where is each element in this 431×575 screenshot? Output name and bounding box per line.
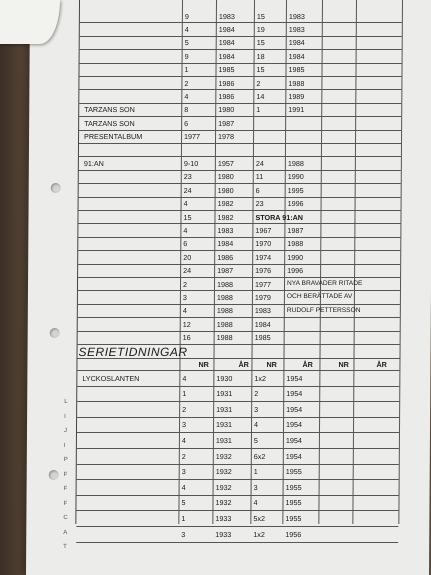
column-header-row [77,359,399,371]
row-value-c: 6x2 [253,451,266,461]
row-title [80,291,83,303]
table-row [79,144,401,157]
collection-table [75,0,403,539]
row-value-a [181,144,184,156]
row-value-c: 18 [256,51,265,61]
table-row [78,291,400,304]
row-value-b: 1980 [217,172,234,182]
row-value-d: 1955 [285,498,302,508]
row-value-c: 15 [256,38,265,48]
row-value-c: 1974 [255,252,272,262]
table-row [76,511,398,527]
table-row [79,90,401,103]
row-value-d: 1955 [285,514,302,524]
row-value-c: 1x2 [253,529,265,539]
side-letter: F [63,500,68,507]
row-value-d: 1988 [288,78,305,88]
row-value-b [215,144,218,156]
row-value-b: 1931 [216,389,233,399]
row-value-c: 1970 [255,239,272,249]
row-value-c: 1984 [254,319,271,329]
row-value-b: 1931 [215,436,232,446]
row-value-a: 2 [182,404,187,414]
table-row [77,387,399,403]
side-letter: F [63,486,68,492]
row-value-d [284,332,287,344]
section-title-row [78,345,400,359]
row-value-b: 1930 [216,373,233,383]
side-letter: F [63,471,68,478]
row-value-b: 1980 [218,105,235,115]
row-value-d: 1991 [288,105,305,115]
row-value-a: 6 [183,239,188,249]
row-title [81,198,84,210]
row-value-b: 1932 [215,498,232,508]
row-value-d: 1954 [286,420,303,430]
row-title [82,37,85,49]
row-value-b: 1984 [218,24,235,34]
row-value-c: 1 [253,467,258,477]
row-value-d: 1988 [287,158,304,168]
row-value-c: STORA 91:AN [255,212,304,222]
row-value-a: 4 [182,373,187,383]
row-title: TARZANS SON [84,105,135,115]
table-row [77,480,399,496]
row-value-a: 1977 [184,132,201,142]
row-value-b: 1988 [216,306,233,316]
row-value-b: 1986 [218,91,235,101]
side-letter: P [63,457,68,463]
row-value-c: 4 [253,498,258,508]
row-title [82,23,85,35]
row-value-c: 19 [256,24,265,34]
table-row [79,117,401,130]
table-row [77,433,399,449]
row-title [80,224,83,236]
row-value-a: 1 [182,389,187,399]
row-title [82,10,85,22]
row-value-a: 1 [181,514,186,524]
row-value-d: 1987 [287,225,304,235]
row-value-c: 1983 [254,306,271,316]
row-title [82,50,85,62]
row-value-d: 1995 [287,185,304,195]
row-value-d: 1954 [286,389,303,399]
side-letter: I [64,413,66,420]
table-row [78,318,400,331]
row-value-c: 2 [254,389,259,399]
column-header: NR [266,359,277,369]
row-title [78,527,81,542]
table-row [78,332,400,345]
punch-hole [49,470,59,480]
column-header: NR [198,359,209,369]
row-value-c: 1985 [254,333,271,343]
row-title [79,402,82,417]
row-value-b: 1931 [216,420,233,430]
row-title [79,480,82,495]
row-value-d: 1990 [287,252,304,262]
row-title [79,433,82,448]
table-row [79,198,401,211]
row-value-a: 4 [184,91,189,101]
row-value-c: 11 [255,172,264,182]
row-value-d [284,318,287,330]
row-value-a: 3 [182,420,187,430]
row-title [81,144,84,156]
table-row [79,77,401,90]
row-value-d: 1955 [285,482,302,492]
row-title [80,265,83,277]
column-header: ÅR [238,359,249,369]
row-value-c: 15 [256,65,265,75]
row-value-d: 1984 [288,38,305,48]
table-row [79,157,401,170]
row-value-b: 1933 [215,529,232,539]
row-value-a: 3 [181,529,186,539]
table-row [79,64,401,77]
row-value-c: 4 [254,420,259,430]
row-value-c: 24 [255,158,264,168]
table-row [77,371,399,387]
table-row [77,418,399,434]
row-value-b: 1932 [215,482,232,492]
row-value-a: 23 [183,172,192,182]
row-value-c: 2 [256,78,261,88]
row-value-c: 1 [256,105,261,115]
row-value-b: 1984 [218,51,235,61]
row-value-d: RUDOLF PETTERSSON [286,306,361,314]
row-value-c: 5 [253,436,258,446]
row-value-b: 1988 [216,292,233,302]
row-title [81,64,84,76]
row-value-a: 3 [182,292,187,302]
row-value-b: 1984 [217,239,234,249]
side-letter: T [63,544,67,550]
row-value-b: 1982 [217,212,234,222]
row-value-a: 3 [181,467,186,477]
row-value-a: 5 [184,38,189,48]
row-value-a: 4 [181,482,186,492]
row-title [80,278,83,290]
row-value-d [284,211,287,223]
row-value-a: 2 [182,279,188,289]
row-value-b: 1983 [217,225,234,235]
row-value-a: 4 [182,306,187,316]
row-title [79,465,82,480]
row-title: LYCKOSLANTEN [82,373,140,383]
row-value-d: 1954 [286,373,303,383]
row-value-d: 1984 [288,51,305,61]
column-header: NR [338,359,349,369]
row-value-b: 1988 [216,279,234,289]
row-value-b: 1980 [217,185,234,195]
row-value-b: 1932 [215,467,232,477]
row-value-a: 5 [181,498,186,508]
table-row [78,278,400,291]
row-title [80,332,83,344]
row-value-d [285,131,288,143]
row-title [81,77,84,89]
row-value-a: 4 [183,225,188,235]
row-title [80,318,83,330]
row-value-a: 6 [184,118,189,128]
row-value-d: 1954 [286,404,303,414]
row-value-c: 1979 [254,292,271,302]
table-row [78,211,400,224]
table-row [80,37,402,50]
row-value-a: 4 [183,199,188,209]
row-value-b: 1988 [216,319,233,329]
ledger-page [26,0,431,575]
row-value-b: 1931 [216,404,233,414]
row-value-c [253,117,256,129]
row-value-c: 1967 [255,225,272,235]
table-row [79,171,401,184]
row-value-a: 20 [183,252,192,262]
row-value-b: 1988 [216,333,233,343]
row-value-c: 23 [255,199,264,209]
row-value-d: 1983 [288,11,305,21]
row-title [79,449,82,464]
row-value-c: 3 [253,482,258,492]
table-row [77,465,399,481]
row-value-d: 1989 [288,91,305,101]
row-value-a: 1 [184,65,189,75]
row-title [80,238,83,250]
column-header: ÅR [376,359,387,369]
row-value-a: 4 [181,436,186,446]
row-value-d: NYA BRAVADER RITADE [287,279,363,287]
row-value-d: 1990 [287,172,304,182]
row-value-b: 1932 [215,451,232,461]
row-value-c [253,131,256,143]
row-title [81,171,84,183]
row-value-b: 1982 [217,199,234,209]
table-row [78,238,400,251]
table-row [80,50,402,63]
table-row [79,131,401,144]
row-title [80,305,83,317]
row-value-c: 5x2 [253,514,266,524]
row-value-a: 15 [183,212,192,222]
row-title [81,90,84,102]
row-title: PRESENTALBUM [84,132,143,142]
row-value-b: 1985 [218,65,235,75]
row-title [80,211,83,223]
section-title: SERIETIDNINGAR [78,344,188,359]
row-title [81,184,84,196]
row-value-c: 1976 [255,266,272,276]
table-row [77,402,399,418]
row-value-a: 24 [183,266,192,276]
row-value-a: 2 [181,451,186,461]
table-row [77,449,399,465]
table-row [78,265,400,278]
column-header: ÅR [302,359,313,369]
row-value-a: 9-10 [183,158,199,168]
table-row [79,104,401,117]
row-title [78,511,81,526]
row-value-a: 9 [184,51,189,61]
row-value-a: 9 [184,11,189,21]
row-value-b: 1957 [217,158,234,168]
row-value-d: 1954 [285,451,302,461]
row-value-b: 1984 [218,38,235,48]
row-title [79,387,82,402]
row-value-d: 1985 [288,65,305,75]
side-letter: L [64,399,68,405]
row-title [80,251,83,263]
table-row [79,184,401,197]
row-value-c: 1977 [254,279,272,289]
row-value-d: 1988 [287,239,304,249]
table-row [78,224,400,237]
table-row [80,23,402,36]
row-value-a: 12 [182,319,191,329]
row-value-b: 1987 [218,118,235,128]
row-title [79,418,82,433]
row-value-d: 1996 [287,199,304,209]
side-letter: A [63,529,68,536]
row-value-d: 1983 [288,24,305,34]
row-value-b: 1933 [215,514,232,524]
row-title: TARZANS SON [84,118,135,128]
row-value-d: 1955 [285,467,302,477]
row-title [78,496,81,511]
row-value-a: 8 [184,105,189,115]
row-title: 91:AN [83,158,104,168]
table-row [76,527,398,543]
punch-hole [51,183,61,193]
row-value-b: 1986 [217,252,234,262]
row-value-a: 2 [184,78,189,88]
row-value-b: 1978 [218,132,235,142]
row-value-d: 1996 [287,266,304,276]
row-value-c: 3 [254,404,259,414]
side-index-letters [63,395,74,555]
row-value-a: 4 [184,24,189,34]
row-value-a: 16 [182,333,191,343]
row-value-d: 1956 [285,529,302,539]
row-value-c: 1x2 [254,373,266,383]
side-letter: C [63,515,68,521]
row-value-c [253,144,256,156]
side-letter: J [63,428,68,434]
row-value-d: 1954 [285,436,302,446]
punch-hole [50,328,60,338]
row-value-b: 1986 [218,78,235,88]
table-row [80,10,402,23]
row-value-a: 24 [183,185,192,195]
row-value-c: 6 [255,185,260,195]
row-value-c: 15 [256,11,265,21]
table-row [76,496,398,512]
row-value-b: 1983 [218,11,235,21]
row-value-c: 14 [256,91,265,101]
row-value-b: 1987 [217,266,234,276]
row-value-d [285,117,288,129]
table-row [78,251,400,264]
row-value-d: OCH BERÄTTADE AV [286,293,353,301]
side-letter: I [63,442,66,449]
row-value-d [285,144,288,156]
table-row [78,305,400,318]
